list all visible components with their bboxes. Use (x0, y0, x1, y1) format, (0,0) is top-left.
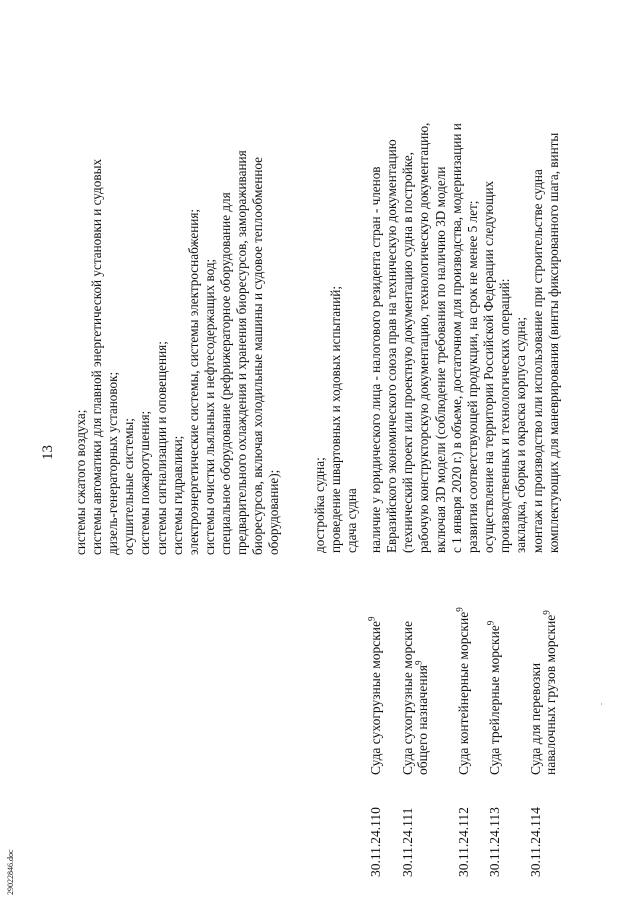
footnote-ref: 9 (541, 610, 552, 615)
text-line: системы гидравлики; (169, 435, 185, 555)
product-name (456, 607, 471, 775)
footnote-ref: 9 (485, 620, 496, 626)
text-line: закладка, сборка и окраска корпуса судна; (513, 316, 529, 553)
text-line: (технический проект или проектную документацию судна в постройке, (400, 152, 416, 553)
text-line: осуществление на территории Российской Федерации следующих (481, 180, 497, 553)
okpd-code: 30.11.24.111 (400, 807, 415, 877)
okpd-code: 30.11.24.112 (456, 807, 471, 877)
text-line: системы сжатого воздуха; (73, 409, 88, 555)
page-number: 13 (40, 445, 56, 460)
product-name (368, 616, 383, 775)
document-id: 29022846.doc (6, 849, 15, 895)
text-line: комплектующих для маневрирования (винты фиксированного шага, винты (545, 132, 561, 553)
product-name-line: Суда трейлерные морские (487, 625, 502, 775)
product-name (528, 610, 558, 775)
text-line: системы сигнализации и оповещения; (153, 341, 169, 555)
text-line: достройка судна; (312, 457, 327, 553)
okpd-code: 30.11.24.114 (528, 807, 543, 877)
text-line: Евразийского экономического союза прав на техническую документацию (384, 139, 400, 553)
text-line: монтаж и производство или использование при строительстве судна (529, 169, 545, 553)
product-name-line: Суда для перевозки (528, 662, 543, 775)
text-line: электроэнергетические системы, системы электроснабжения; (185, 208, 201, 555)
text-line: наличие у юридического лица - налогового резидента стран - членов (368, 166, 383, 553)
text-line: сдача судна (344, 488, 360, 553)
product-name-line: Суда контейнерные морские (456, 611, 471, 775)
text-line: предварительного охлаждения и хранения биоресурсов, замораживания (234, 150, 249, 555)
product-name (487, 621, 502, 775)
text-line: системы пожаротушения; (137, 410, 153, 555)
product-name-line: Суда сухогрузные морские (368, 620, 383, 775)
text-line: рабочую конструкторскую документацию, технологическую документацию, (416, 122, 432, 553)
footnote-ref: 9 (413, 660, 424, 665)
product-name-line: навалочных грузов морские (543, 614, 558, 775)
text-line: специальное оборудование (рефрижераторное оборудование для (217, 192, 233, 555)
product-name-line: Суда сухогрузные морские (400, 620, 415, 775)
text-line: развития соответствующей продукции, на срок не менее 5 лет; (464, 200, 480, 553)
text-line: оборудование); (266, 469, 282, 555)
okpd-code: 30.11.24.113 (487, 807, 502, 877)
text-line: с 1 января 2020 г.) в объеме, достаточном для производства, модернизации и (448, 123, 464, 553)
product-name-line: общего назначения (415, 665, 430, 775)
text-line: биоресурсов, включая холодильные машины и судовое теплообменное (250, 156, 266, 555)
text-line: производственных и технологических операций: (497, 278, 513, 553)
text-line: системы автоматики для главной энергетической установки и судовых (89, 158, 105, 555)
text-line: системы очистки льяльных и нефтесодержащих вод; (201, 258, 217, 555)
text-line: дизель-генераторных установок; (105, 371, 121, 555)
product-name (400, 621, 430, 775)
footnote-ref: 9 (454, 607, 465, 612)
footnote-ref: 9 (366, 616, 377, 621)
text-line: включая 3D модели (соблюдение требования по наличию 3D модели (432, 166, 448, 553)
text-line: проведение швартовных и ходовых испытаний; (328, 286, 344, 553)
okpd-code: 30.11.24.110 (368, 807, 383, 877)
text-line: осушительные системы; (121, 418, 137, 555)
margin-mark: . (595, 703, 604, 705)
